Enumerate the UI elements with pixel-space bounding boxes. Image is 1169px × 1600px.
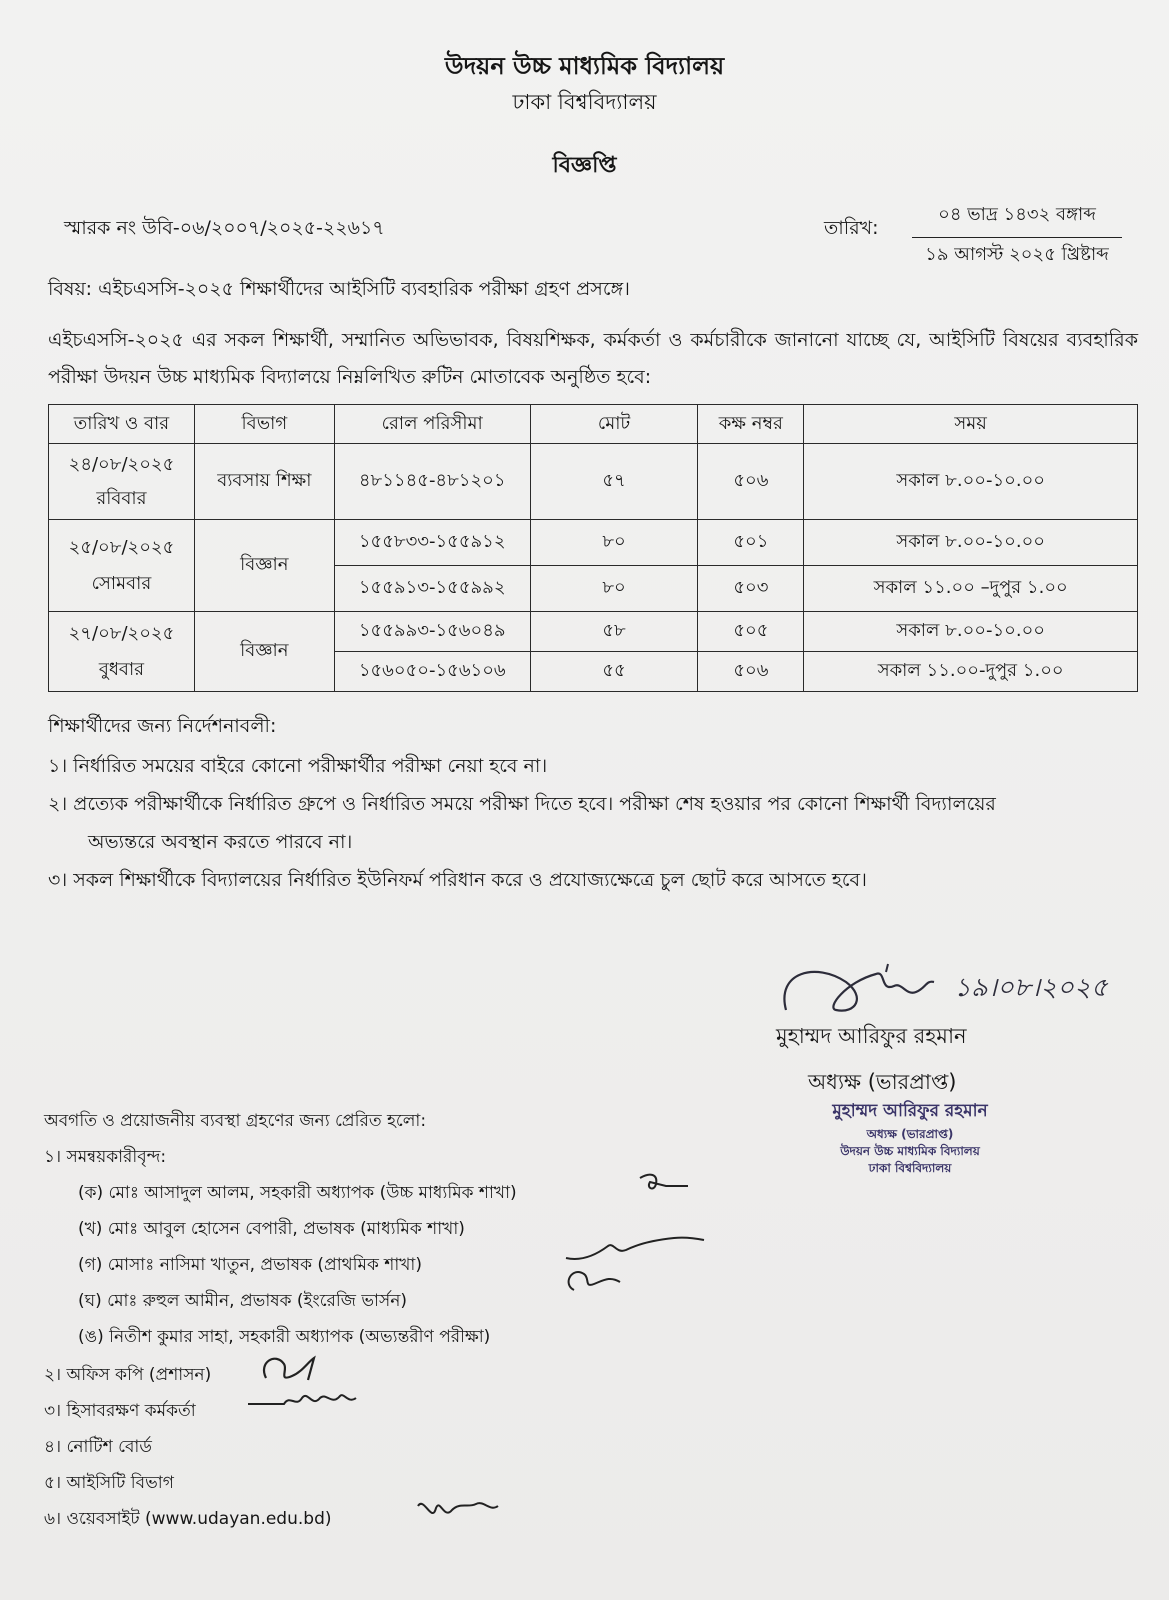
stamp-title: অধ্যক্ষ (ভারপ্রাপ্ত) — [866, 1127, 954, 1141]
roll-range-cell: ১৫৬০৫০-১৫৬১০৬ — [334, 652, 530, 692]
initials-scribble — [244, 1384, 364, 1418]
initials-scribble — [414, 1494, 504, 1534]
instruction-item: ২। প্রত্যেক পরীক্ষার্থীকে নির্ধারিত গ্রুপে ও নির্ধারিত সময়ে পরীক্ষা দিতে হবে। পরীক্ষা শেষ হওয়ার পর কোনো শিক্ষার্থী বিদ্যালয়ের — [48, 793, 996, 815]
stamp-name: মুহাম্মদ আরিফুর রহমান — [832, 1101, 988, 1121]
col-header-room: কক্ষ নম্বর — [698, 405, 804, 444]
signatory-title: অধ্যক্ষ (ভারপ্রাপ্ত) — [808, 1070, 957, 1094]
date-gregorian: ১৯ আগস্ট ২০২৫ খ্রিষ্টাব্দ — [925, 244, 1109, 265]
department-cell: বিজ্ঞান — [194, 612, 334, 692]
list-item: ৩। হিসাবরক্ষণ কর্মকর্তা — [44, 1401, 196, 1421]
instruction-item: ৩। সকল শিক্ষার্থীকে বিদ্যালয়ের নির্ধারিত ইউনিফর্ম পরিধান করে ও প্রযোজ্যক্ষেত্রে চুল ছোট করে আসতে হবে। — [48, 869, 867, 891]
col-header-time: সময় — [804, 405, 1138, 444]
roll-range-cell: ৪৮১১৪৫-৪৮১২০১ — [334, 444, 530, 520]
col-header-department: বিভাগ — [194, 405, 334, 444]
exam-routine-table — [48, 404, 1138, 692]
roll-range-cell: ১৫৫৯৯৩-১৫৬০৪৯ — [334, 612, 530, 652]
room-cell: ৫০৩ — [698, 566, 804, 612]
time-cell: সকাল ৮.০০-১০.০০ — [804, 612, 1138, 652]
table-row — [49, 444, 1138, 520]
exam-day: বুধবার — [98, 658, 145, 680]
memo-reference: স্মারক নং উবি-০৬/২০০৭/২০২৫-২২৬১৭ — [64, 217, 385, 239]
initials-scribble — [564, 1232, 714, 1302]
table-header-row — [49, 405, 1138, 444]
signatory-name: মুহাম্মদ আরিফুর রহমান — [776, 1024, 967, 1048]
date-cell — [49, 612, 195, 692]
list-item: (গ) মোসাঃ নাসিমা খাতুন, প্রভাষক (প্রাথমিক শাখা) — [78, 1255, 422, 1275]
time-cell: সকাল ৮.০০-১০.০০ — [804, 520, 1138, 566]
signed-date: ১৯।০৮।২০২৫ — [954, 973, 1108, 1003]
instruction-item: অভ্যন্তরে অবস্থান করতে পারবে না। — [88, 831, 353, 853]
list-item: ৬। ওয়েবসাইট (www.udayan.edu.bd) — [44, 1509, 332, 1529]
time-cell: সকাল ৮.০০-১০.০০ — [804, 444, 1138, 520]
total-cell: ৫৮ — [530, 612, 698, 652]
department-cell: ব্যবসায় শিক্ষা — [194, 444, 334, 520]
col-header-roll-range: রোল পরিসীমা — [334, 405, 530, 444]
exam-date: ২৫/০৮/২০২৫ — [68, 536, 175, 558]
coordinators-heading: ১। সমন্বয়কারীবৃন্দ: — [44, 1147, 167, 1167]
date-cell — [49, 444, 195, 520]
table-row — [49, 612, 1138, 652]
department-cell: বিজ্ঞান — [194, 520, 334, 612]
exam-date: ২৪/০৮/২০২৫ — [68, 453, 175, 475]
date-cell — [49, 520, 195, 612]
list-item: ৫। আইসিটি বিভাগ — [44, 1473, 174, 1493]
exam-day: রবিবার — [96, 487, 147, 509]
stamp-university: ঢাকা বিশ্ববিদ্যালয় — [868, 1161, 952, 1175]
time-cell: সকাল ১১.০০-দুপুর ১.০০ — [804, 652, 1138, 692]
col-header-date: তারিখ ও বার — [49, 405, 195, 444]
time-cell: সকাল ১১.০০ –দুপুর ১.০০ — [804, 566, 1138, 612]
roll-range-cell: ১৫৫৯১৩-১৫৫৯৯২ — [334, 566, 530, 612]
institution-name: উদয়ন উচ্চ মাধ্যমিক বিদ্যালয় — [444, 52, 725, 80]
list-item: (ক) মোঃ আসাদুল আলম, সহকারী অধ্যাপক (উচ্চ মাধ্যমিক শাখা) — [78, 1183, 517, 1203]
intro-paragraph: এইচএসসি-২০২৫ এর সকল শিক্ষার্থী, সম্মানিত অভিভাবক, বিষয়শিক্ষক, কর্মকর্তা ও কর্মচারীকে জানানো যাচ্ছে যে, আইসিটি বিষয়ের ব্যবহারিক পরীক্ষা উদয়ন উচ্চ মাধ্যমিক বিদ্যালয়ে নিম্নলিখিত রুটিন মোতাবেক অনুষ্ঠিত হবে: — [48, 329, 1138, 388]
subject-line: বিষয়: এইচএসসি-২০২৫ শিক্ষার্থীদের আইসিটি ব্যবহারিক পরীক্ষা গ্রহণ প্রসঙ্গে। — [48, 278, 630, 300]
list-item: (খ) মোঃ আবুল হোসেন বেপারী, প্রভাষক (মাধ্যমিক শাখা) — [78, 1219, 465, 1239]
date-bangla: ০৪ ভাদ্র ১৪৩২ বঙ্গাব্দ — [912, 200, 1122, 238]
exam-day: সোমবার — [91, 572, 152, 594]
total-cell: ৫৫ — [530, 652, 698, 692]
room-cell: ৫০৬ — [698, 444, 804, 520]
table-row — [49, 520, 1138, 566]
date-label: তারিখ: — [824, 217, 879, 239]
instruction-item: ১। নির্ধারিত সময়ের বাইরে কোনো পরীক্ষার্থীর পরীক্ষা নেয়া হবে না। — [48, 755, 548, 777]
distribution-heading: অবগতি ও প্রয়োজনীয় ব্যবস্থা গ্রহণের জন্য প্রেরিত হলো: — [44, 1111, 427, 1131]
university-name: ঢাকা বিশ্ববিদ্যালয় — [512, 90, 657, 114]
total-cell: ৫৭ — [530, 444, 698, 520]
date-block — [824, 200, 1124, 270]
initials-scribble — [636, 1170, 696, 1200]
room-cell: ৫০১ — [698, 520, 804, 566]
list-item: ২। অফিস কপি (প্রশাসন) — [44, 1365, 212, 1385]
instructions-heading: শিক্ষার্থীদের জন্য নির্দেশনাবলী: — [48, 715, 277, 737]
exam-date: ২৭/০৮/২০২৫ — [68, 622, 175, 644]
list-item: (ঘ) মোঃ রুহুল আমীন, প্রভাষক (ইংরেজি ভার্সন) — [78, 1291, 407, 1311]
room-cell: ৫০৬ — [698, 652, 804, 692]
room-cell: ৫০৫ — [698, 612, 804, 652]
roll-range-cell: ১৫৫৮৩৩-১৫৫৯১২ — [334, 520, 530, 566]
list-item: (ঙ) নিতীশ কুমার সাহা, সহকারী অধ্যাপক (অভ্যন্তরীণ পরীক্ষা) — [78, 1327, 491, 1347]
total-cell: ৮০ — [530, 520, 698, 566]
col-header-total: মোট — [530, 405, 698, 444]
notice-title: বিজ্ঞপ্তি — [552, 153, 617, 178]
list-item: ৪। নোটিশ বোর্ড — [44, 1437, 152, 1457]
total-cell: ৮০ — [530, 566, 698, 612]
official-stamp — [790, 1098, 1030, 1177]
stamp-institution: উদয়ন উচ্চ মাধ্যমিক বিদ্যালয় — [840, 1144, 980, 1158]
